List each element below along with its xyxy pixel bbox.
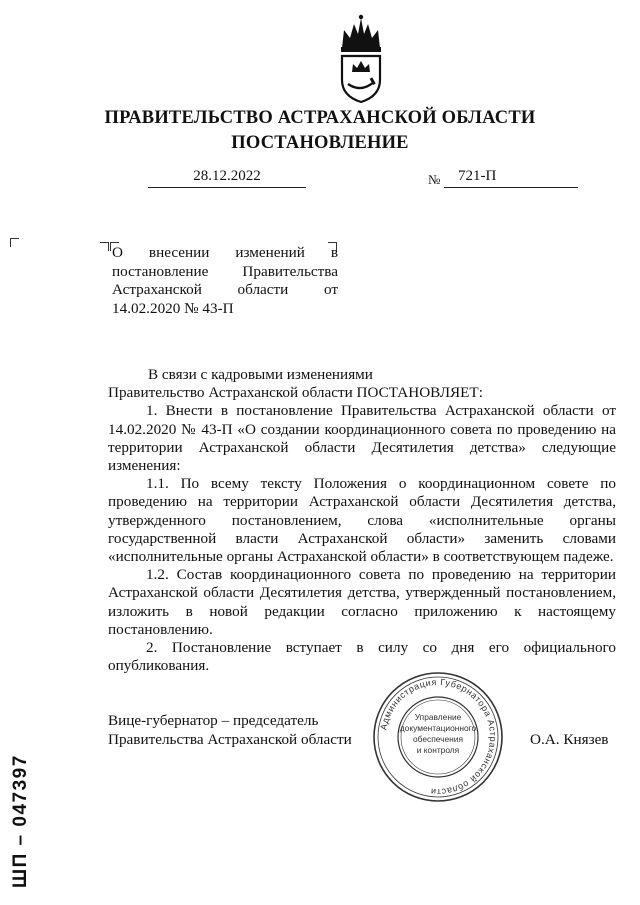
paragraph-1: 1. Внести в постановление Правительства Астраханской области от 14.02.2020 № 43-П «О создании координационного совета по проведению на территории Астраханской области Десятилетия детства» следующие изменения: <box>108 402 616 475</box>
stamp-center-line-2: документационного <box>399 723 477 733</box>
coat-of-arms-icon <box>336 14 386 104</box>
paragraph-1-1: 1.1. По всему тексту Положения о координационном совете по проведению на территории Астраханской области Десятилетия детства, утвержденного постановлением, слова «исполнительные органы государственной власти Астраханской области» заменить словами «исполнительные органы Астраханской области» в соответствующем падеже. <box>108 475 616 566</box>
document-number: 721-П <box>444 168 578 188</box>
paragraph-2: 2. Постановление вступает в силу со дня его официального опубликования. <box>108 639 616 675</box>
corner-mark <box>100 242 109 251</box>
document-subject: О внесении изменений в постановление Правительства Астраханской области от 14.02.2020 № 43-П <box>112 244 338 317</box>
official-stamp <box>371 670 505 804</box>
stamp-center-line-3: обеспечения <box>413 734 463 744</box>
signatory-name: О.А. Князев <box>530 731 609 748</box>
side-serial-text: ШП – 047397 <box>10 754 31 888</box>
number-label: № <box>428 172 441 187</box>
paragraph-1-2: 1.2. Состав координационного совета по проведению на территории Астраханской области Десятилетия детства, утвержденный постановлением, изложить в новой редакции согласно приложению к настоящему постановлению. <box>108 566 616 638</box>
signatory-position-line-1: Вице-губернатор – председатель <box>108 712 319 729</box>
stamp-center-line-1: Управление <box>414 712 462 722</box>
document-body <box>108 366 616 675</box>
preamble-line-1: В связи с кадровыми изменениями <box>148 366 373 383</box>
signatory-position-line-2: Правительства Астраханской области <box>108 730 352 748</box>
document-date: 28.12.2022 <box>148 168 306 188</box>
corner-mark <box>10 238 19 247</box>
stamp-ring-text: Администрация Губернатора Астраханской области <box>378 676 499 798</box>
signatory-position <box>108 712 352 749</box>
stamp-center-line-4: и контроля <box>416 745 460 755</box>
doc-type-title: ПОСТАНОВЛЕНИЕ <box>231 133 409 153</box>
org-title: ПРАВИТЕЛЬСТВО АСТРАХАНСКОЙ ОБЛАСТИ <box>104 108 536 128</box>
preamble-line-2: Правительство Астраханской области ПОСТАНОВЛЯЕТ: <box>108 384 483 402</box>
side-serial-number <box>4 720 34 890</box>
